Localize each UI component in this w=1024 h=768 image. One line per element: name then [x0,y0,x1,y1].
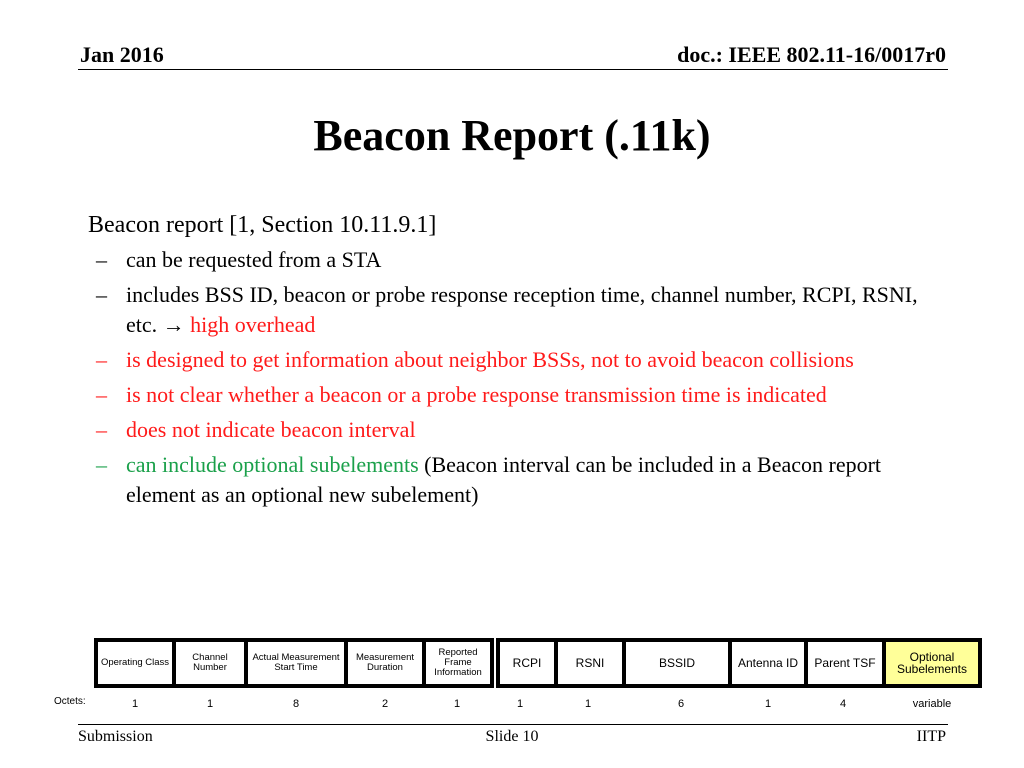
slide-title: Beacon Report (.11k) [313,111,711,160]
octet-value: 1 [206,698,214,710]
bullet-dash: – [96,382,107,407]
field-operating-class: Operating Class [96,640,174,686]
field-measurement-duration: Measurement Duration [346,640,424,686]
octet-value: 1 [584,698,592,710]
bullet-dash: – [96,347,107,372]
bullet-dash: – [96,282,107,307]
field-reported-frame-information: Reported Frame Information [424,640,492,686]
octet-value: 1 [453,698,461,710]
bullet-text: includes BSS ID, beacon or probe response reception time, channel number, RCPI, RSNI, etc. → [126,282,918,337]
slide-content [88,210,948,515]
bullet-item [88,380,948,410]
bullet-item [88,415,948,445]
header-date: Jan 2016 [80,42,164,67]
field-rcpi: RCPI [498,640,556,686]
octet-value: 1 [516,698,524,710]
field-actual-measurement-start-time: Actual Measurement Start Time [246,640,346,686]
bullet-text: is not clear whether a beacon or a probe response transmission time is indicated [126,382,827,407]
bullet-text: is designed to get information about neighbor BSSs, not to avoid beacon collisions [126,347,854,372]
octets-label: Octets: [54,696,86,707]
bullet-dash: – [96,247,107,272]
field-rsni: RSNI [556,640,624,686]
bullet-list [88,245,948,510]
bullet-item [88,345,948,375]
octet-value: 2 [381,698,389,710]
bullet-dash: – [96,417,107,442]
field-parent-tsf: Parent TSF [806,640,884,686]
bullet-dash: – [96,452,107,477]
header-divider [78,69,948,70]
bullet-item [88,280,948,340]
bullet-text: does not indicate beacon interval [126,417,416,442]
bullet-highlight: high overhead [190,312,316,337]
octet-value: 4 [839,698,847,710]
beacon-report-frame-format [50,636,990,716]
octet-value: variable [912,698,952,710]
field-antenna-id: Antenna ID [730,640,806,686]
octet-value: 6 [677,698,685,710]
bullet-item [88,450,948,510]
octet-value: 8 [292,698,300,710]
field-optional-subelements: Optional Subelements [884,640,980,686]
octet-value: 1 [764,698,772,710]
footer-divider [78,724,948,725]
footer-slide-number: Slide 10 [485,728,539,745]
bullet-highlight: can include optional subelements [126,452,419,477]
field-channel-number: Channel Number [174,640,246,686]
bullet-item [88,245,948,275]
footer-submission: Submission [78,728,153,745]
field-bssid: BSSID [624,640,730,686]
footer-org: IITP [916,728,946,745]
bullet-text: can be requested from a STA [126,247,382,272]
bullet-text: (Beacon interval can be included in a Beacon report element as an optional new subelement) [126,452,882,507]
header-doc-id: doc.: IEEE 802.11-16/0017r0 [677,42,946,67]
octet-value: 1 [131,698,139,710]
lead-text: Beacon report [1, Section 10.11.9.1] [88,212,437,238]
